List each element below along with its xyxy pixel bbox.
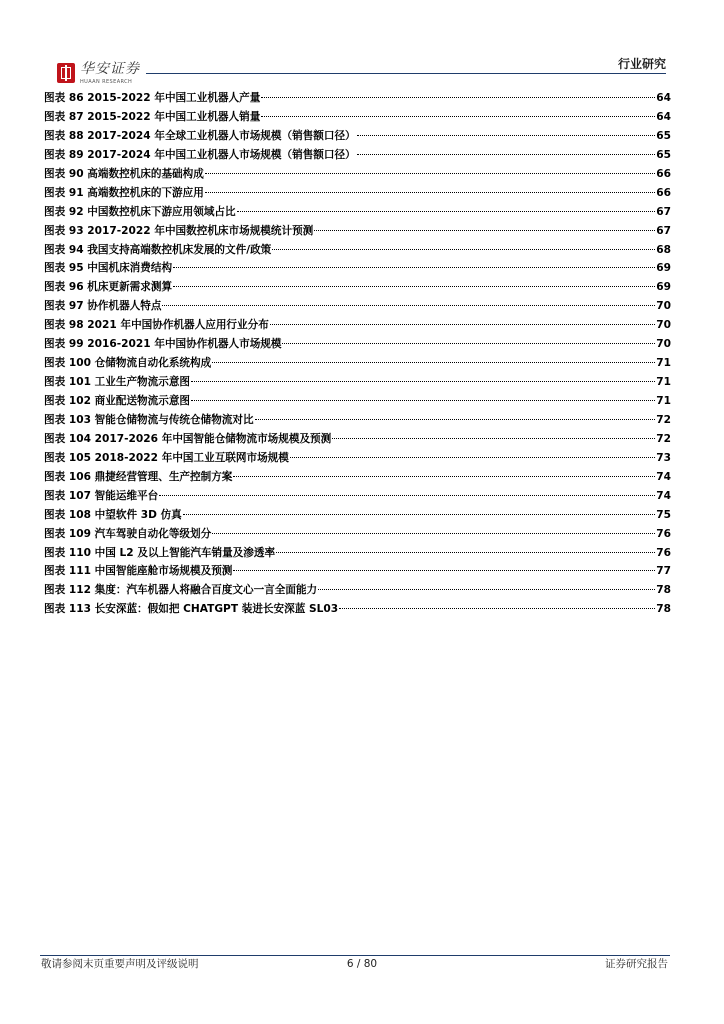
toc-entry[interactable] xyxy=(44,127,671,146)
toc-entry[interactable] xyxy=(44,278,671,297)
toc-entry[interactable] xyxy=(44,487,671,506)
toc-entry[interactable] xyxy=(44,203,671,222)
toc-entry[interactable] xyxy=(44,165,671,184)
toc-dot-leader xyxy=(191,399,655,401)
toc-entry[interactable] xyxy=(44,222,671,241)
toc-dot-leader xyxy=(357,134,656,136)
toc-entry-title: 图表 111 中国智能座舱市场规模及预测 xyxy=(44,565,233,578)
toc-entry-title: 图表 102 商业配送物流示意图 xyxy=(44,395,191,407)
toc-entry-title: 图表 109 汽车驾驶自动化等级划分 xyxy=(44,527,212,540)
toc-entry-title: 图表 86 2015-2022 年中国工业机器人产量 xyxy=(44,92,261,104)
footer-disclaimer: 敬请参阅末页重要声明及评级说明 xyxy=(41,958,199,970)
toc-dot-leader xyxy=(162,304,655,306)
toc-entry-title: 图表 87 2015-2022 年中国工业机器人销量 xyxy=(44,110,261,123)
toc-entry[interactable] xyxy=(44,316,671,335)
toc-entry-page: 75 xyxy=(656,508,671,521)
toc-entry[interactable] xyxy=(44,562,671,581)
toc-entry-page: 67 xyxy=(656,205,671,218)
toc-entry-title: 图表 108 中望软件 3D 仿真 xyxy=(44,508,182,521)
toc-entry-page: 78 xyxy=(656,603,671,616)
toc-entry[interactable] xyxy=(44,259,671,278)
page-header xyxy=(0,0,724,90)
toc-entry-page: 69 xyxy=(656,281,671,294)
toc-entry-title: 图表 96 机床更新需求测算 xyxy=(44,281,173,294)
toc-entry-page: 66 xyxy=(656,167,671,180)
toc-entry-page: 74 xyxy=(656,489,671,502)
toc-entry-title: 图表 95 中国机床消费结构 xyxy=(44,262,173,275)
toc-dot-leader xyxy=(183,513,655,515)
toc-entry-page: 77 xyxy=(656,565,671,578)
logo-chinese-name: 华安证券 xyxy=(80,61,140,77)
toc-entry-title: 图表 98 2021 年中国协作机器人应用行业分布 xyxy=(44,319,269,332)
footer-divider xyxy=(40,955,670,956)
toc-dot-leader xyxy=(261,115,655,117)
toc-dot-leader xyxy=(282,342,655,344)
toc-entry-title: 图表 94 我国支持高端数控机床发展的文件/政策 xyxy=(44,243,272,256)
toc-dot-leader xyxy=(270,323,655,325)
toc-entry-page: 71 xyxy=(656,376,671,389)
toc-entry[interactable] xyxy=(44,184,671,203)
report-category-label: 行业研究 xyxy=(617,57,666,71)
toc-entry[interactable] xyxy=(44,335,671,354)
toc-entry-title: 图表 101 工业生产物流示意图 xyxy=(44,376,191,389)
toc-entry[interactable] xyxy=(44,525,671,544)
toc-entry-page: 72 xyxy=(656,413,671,426)
toc-entry-title: 图表 104 2017-2026 年中国智能仓储物流市场规模及预测 xyxy=(44,432,332,445)
toc-entry-page: 65 xyxy=(656,129,671,142)
toc-entry-title: 图表 99 2016-2021 年中国协作机器人市场规模 xyxy=(44,338,282,351)
toc-entry[interactable] xyxy=(44,581,671,600)
toc-dot-leader xyxy=(173,285,655,287)
toc-entry[interactable] xyxy=(44,241,671,260)
toc-entry-page: 71 xyxy=(656,357,671,370)
toc-entry-page: 64 xyxy=(656,92,671,104)
toc-entry-page: 69 xyxy=(656,262,671,275)
toc-dot-leader xyxy=(233,475,655,477)
toc-entry-page: 70 xyxy=(656,319,671,332)
toc-entry[interactable] xyxy=(44,392,671,411)
toc-entry-page: 73 xyxy=(656,451,671,464)
toc-dot-leader xyxy=(272,248,655,250)
toc-entry-title: 图表 100 仓储物流自动化系统构成 xyxy=(44,357,212,370)
toc-dot-leader xyxy=(339,607,655,609)
toc-entry-page: 71 xyxy=(656,395,671,407)
toc-entry[interactable] xyxy=(44,600,671,619)
toc-entry-page: 65 xyxy=(656,148,671,161)
toc-dot-leader xyxy=(191,380,655,382)
toc-entry-title: 图表 106 鼎捷经营管理、生产控制方案 xyxy=(44,470,233,483)
toc-entry-title: 图表 112 集度：汽车机器人将融合百度文心一言全面能力 xyxy=(44,584,318,597)
toc-entry[interactable] xyxy=(44,430,671,449)
toc-entry-title: 图表 92 中国数控机床下游应用领域占比 xyxy=(44,205,236,218)
toc-entry-title: 图表 97 协作机器人特点 xyxy=(44,300,162,313)
toc-entry-title: 图表 93 2017-2022 年中国数控机床市场规模统计预测 xyxy=(44,224,314,237)
toc-dot-leader xyxy=(290,456,655,458)
toc-dot-leader xyxy=(261,96,655,98)
toc-dot-leader xyxy=(212,532,655,534)
toc-entry-title: 图表 89 2017-2024 年中国工业机器人市场规模（销售额口径） xyxy=(44,148,356,161)
toc-entry-title: 图表 103 智能仓储物流与传统仓储物流对比 xyxy=(44,413,254,426)
toc-entry-title: 图表 110 中国 L2 及以上智能汽车销量及渗透率 xyxy=(44,546,276,559)
toc-entry[interactable] xyxy=(44,449,671,468)
toc-dot-leader xyxy=(318,588,655,590)
toc-entry-title: 图表 90 高端数控机床的基础构成 xyxy=(44,167,204,180)
toc-entry[interactable] xyxy=(44,354,671,373)
toc-entry[interactable] xyxy=(44,108,671,127)
toc-entry-page: 72 xyxy=(656,432,671,445)
toc-entry-page: 66 xyxy=(656,186,671,199)
toc-entry-page: 70 xyxy=(656,338,671,351)
toc-entry-page: 70 xyxy=(656,300,671,313)
toc-dot-leader xyxy=(276,551,655,553)
toc-entry-title: 图表 105 2018-2022 年中国工业互联网市场规模 xyxy=(44,451,289,464)
toc-entry-title: 图表 88 2017-2024 年全球工业机器人市场规模（销售额口径） xyxy=(44,129,356,142)
toc-dot-leader xyxy=(205,191,655,193)
toc-entry-page: 67 xyxy=(656,224,671,237)
toc-entry[interactable] xyxy=(44,89,671,108)
toc-dot-leader xyxy=(314,229,655,231)
toc-entry-title: 图表 107 智能运维平台 xyxy=(44,489,159,502)
toc-entry-title: 图表 113 长安深蓝：假如把 CHATGPT 装进长安深蓝 SL03 xyxy=(44,603,339,616)
header-divider xyxy=(146,73,666,74)
footer-page-number: 6 / 80 xyxy=(346,958,378,970)
huaan-logo-icon xyxy=(57,63,75,83)
toc-dot-leader xyxy=(159,494,655,496)
toc-dot-leader xyxy=(237,210,656,212)
toc-dot-leader xyxy=(205,172,655,174)
toc-entry[interactable] xyxy=(44,146,671,165)
toc-entry-page: 74 xyxy=(656,470,671,483)
toc-entry[interactable] xyxy=(44,373,671,392)
logo-english-name: HUAAN RESEARCH xyxy=(80,79,133,85)
footer-doc-type: 证券研究报告 xyxy=(605,958,668,970)
toc-entry[interactable] xyxy=(44,544,671,563)
toc-entry-page: 68 xyxy=(656,243,671,256)
toc-entry-title: 图表 91 高端数控机床的下游应用 xyxy=(44,186,204,199)
toc-entry[interactable] xyxy=(44,297,671,316)
toc-dot-leader xyxy=(212,361,655,363)
toc-entry-page: 64 xyxy=(656,110,671,123)
toc-dot-leader xyxy=(233,569,655,571)
toc-dot-leader xyxy=(332,437,655,439)
toc-dot-leader xyxy=(255,418,656,420)
toc-entry[interactable] xyxy=(44,411,671,430)
toc-entry-page: 78 xyxy=(656,584,671,597)
toc-entry-page: 76 xyxy=(656,546,671,559)
toc-entry-page: 76 xyxy=(656,527,671,540)
toc-dot-leader xyxy=(357,153,656,155)
figure-index-list xyxy=(44,89,671,619)
toc-entry[interactable] xyxy=(44,506,671,525)
toc-entry[interactable] xyxy=(44,468,671,487)
toc-dot-leader xyxy=(173,266,655,268)
